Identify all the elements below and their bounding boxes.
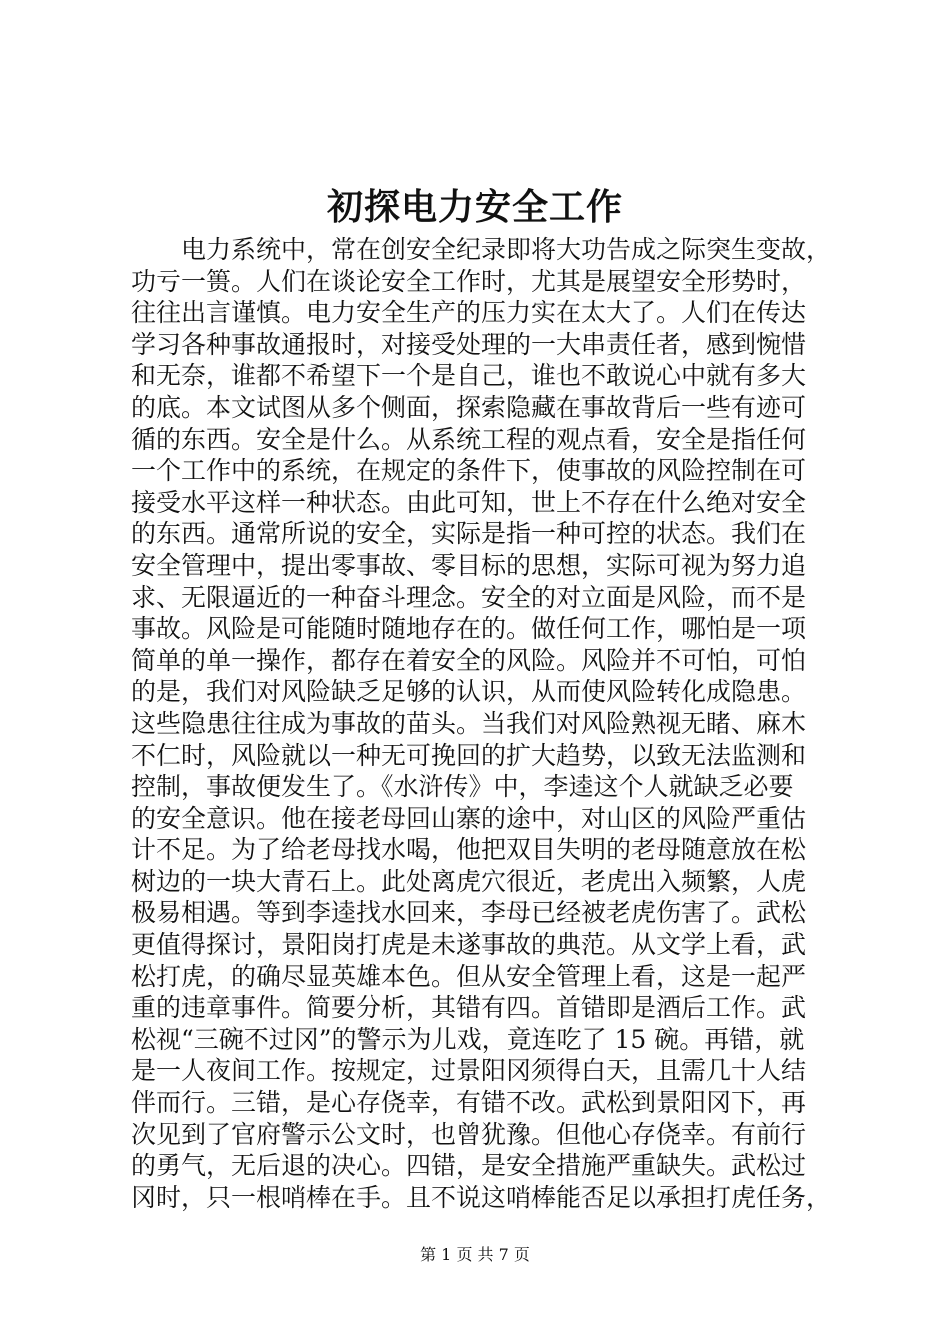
text-line: 的勇气，无后退的决心。四错，是安全措施严重缺失。武松过 [131,1151,807,1181]
text-line: 安全管理中，提出零事故、零目标的思想，实际可视为努力追 [131,550,807,580]
body-paragraph [131,234,831,1213]
text-line: 功亏一篑。人们在谈论安全工作时，尤其是展望安全形势时， [131,266,807,296]
text-line: 松打虎，的确尽显英雄本色。但从安全管理上看，这是一起严 [131,961,807,991]
text-line: 电力系统中，常在创安全纪录即将大功告成之际突生变故， [181,235,831,264]
text-line: 这些隐患往往成为事故的苗头。当我们对风险熟视无睹、麻木 [131,708,807,738]
text-line: 学习各种事故通报时，对接受处理的一大串责任者，感到惋惜 [131,329,807,359]
text-line: 接受水平这样一种状态。由此可知，世上不存在什么绝对安全 [131,487,807,517]
text-line: 控制，事故便发生了。《水浒传》中，李逵这个人就缺乏必要 [131,772,794,802]
text-line: 事故。风险是可能随时随地存在的。做任何工作，哪怕是一项 [131,614,807,644]
text-line: 的安全意识。他在接老母回山寨的途中，对山区的风险严重估 [131,803,807,833]
text-line: 的底。本文试图从多个侧面，探索隐藏在事故背后一些有迹可 [131,392,807,422]
text-line: 树边的一块大青石上。此处离虎穴很近，老虎出入频繁，人虎 [131,866,807,896]
page-title: 初探电力安全工作 [326,186,623,228]
text-line: 简单的单一操作，都存在着安全的风险。风险并不可怕，可怕 [131,645,807,675]
text-line: 伴而行。三错，是心存侥幸，有错不改。武松到景阳冈下，再 [131,1088,807,1118]
text-line: 不仁时，风险就以一种无可挽回的扩大趋势，以致无法监测和 [131,740,807,770]
text-line: 次见到了官府警示公文时，也曾犹豫。但他心存侥幸。有前行 [131,1119,807,1149]
text-line: 更值得探讨，景阳岗打虎是未遂事故的典范。从文学上看，武 [131,930,807,960]
text-line: 松视“三碗不过冈”的警示为儿戏，竟连吃了 15 碗。再错，就 [131,1024,805,1054]
text-line: 的是，我们对风险缺乏足够的认识，从而使风险转化成隐患。 [131,677,807,707]
text-line: 求、无限逼近的一种奋斗理念。安全的对立面是风险，而不是 [131,582,807,612]
text-line: 极易相遇。等到李逵找水回来，李母已经被老虎伤害了。武松 [131,898,807,928]
text-line: 和无奈，谁都不希望下一个是自己，谁也不敢说心中就有多大 [131,361,807,391]
text-line: 是一人夜间工作。按规定，过景阳冈须得白天，且需几十人结 [131,1056,807,1086]
text-line: 往往出言谨慎。电力安全生产的压力实在太大了。人们在传达 [131,298,807,328]
text-line: 冈时，只一根哨棒在手。且不说这哨棒能否足以承担打虎任务， [131,1182,831,1212]
text-line: 计不足。为了给老母找水喝，他把双目失明的老母随意放在松 [131,835,807,865]
text-line: 一个工作中的系统，在规定的条件下，使事故的风险控制在可 [131,456,807,486]
page-number-footer: 第 1 页 共 7 页 [420,1245,530,1264]
text-line: 重的违章事件。简要分析，其错有四。首错即是酒后工作。武 [131,993,807,1023]
text-line: 的东西。通常所说的安全，实际是指一种可控的状态。我们在 [131,519,807,549]
text-line: 循的东西。安全是什么。从系统工程的观点看，安全是指任何 [131,424,807,454]
